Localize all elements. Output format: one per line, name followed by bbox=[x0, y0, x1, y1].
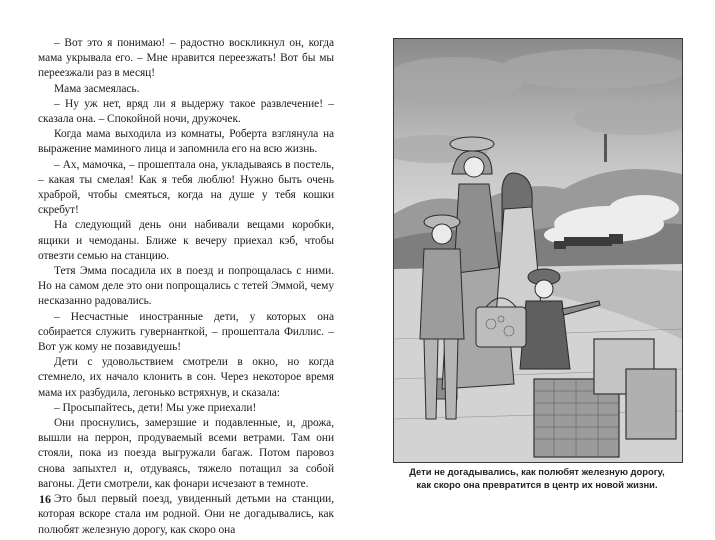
illustration-drawing bbox=[394, 39, 682, 462]
paragraph: Мама засмеялась. bbox=[54, 82, 140, 95]
paragraph: Они проснулись, замерзшие и подавленные, и, дрожа, вышли на перрон, продуваемый всеми ветрами. Там они стояли, пока из поезда выгружали багаж. Потом паровоз снова запыхтел и, отдуваясь, тяжело потащил за собой вагоны. Дети смотрели, как фонари исчезают в темноте. bbox=[38, 417, 334, 490]
paragraph: Дети с удовольствием смотрели в окно, но когда стемнело, их начало клонить в сон. Через некоторое время мама их разбудила, легонько встряхнув, и сказала: bbox=[38, 356, 334, 399]
page-number: 16 bbox=[39, 492, 51, 506]
paragraph: – Ну уж нет, вряд ли я выдержу такое развлечение! – сказала она. – Спокойной ночи, дружочек. bbox=[38, 97, 334, 126]
paragraph: – Ах, мамочка, – прошептала она, укладываясь в постель, – какая ты смелая! Как я тебя люблю! Нужно быть очень храброй, чтобы смеяться, когда на душе у тебя кошки скребут! bbox=[38, 158, 334, 217]
caption-line: Дети не догадывались, как полюбят железную дорогу, bbox=[409, 466, 665, 477]
illustration-caption bbox=[388, 465, 686, 491]
paragraph: – Вот это я понимаю! – радостно воскликнул он, когда мама укрывала его. – Мне нравится переезжать! Вот бы мы переезжали раз в месяц! bbox=[38, 37, 334, 80]
left-page-text bbox=[38, 36, 334, 538]
caption-line: как скоро она превратится в центр их новой жизни. bbox=[416, 479, 658, 490]
station-illustration bbox=[393, 38, 683, 463]
paragraph: На следующий день они набивали вещами коробки, ящики и чемоданы. Ближе к вечеру приехал кэб, чтобы отвезти семью на станцию. bbox=[38, 219, 334, 262]
paragraph: Когда мама выходила из комнаты, Роберта взглянула на выражение маминого лица и запомнила его на всю жизнь. bbox=[38, 128, 334, 156]
paragraph: Это был первый поезд, увиденный детьми на станции, которая вскоре стала им родной. Они не догадывались, как полюбят железную дорогу, как скоро она bbox=[38, 493, 334, 536]
paragraph: Тетя Эмма посадила их в поезд и попрощалась с ними. Но на самом деле это они попрощались с тетей Эммой, чему несказанно радовались. bbox=[38, 265, 334, 308]
paragraph: – Просыпайтесь, дети! Мы уже приехали! bbox=[54, 401, 257, 414]
paragraph: – Несчастные иностранные дети, у которых она собирается служить гувернанткой, – прошептала Филлис. – Вот уж кому не позавидуешь! bbox=[38, 310, 334, 354]
